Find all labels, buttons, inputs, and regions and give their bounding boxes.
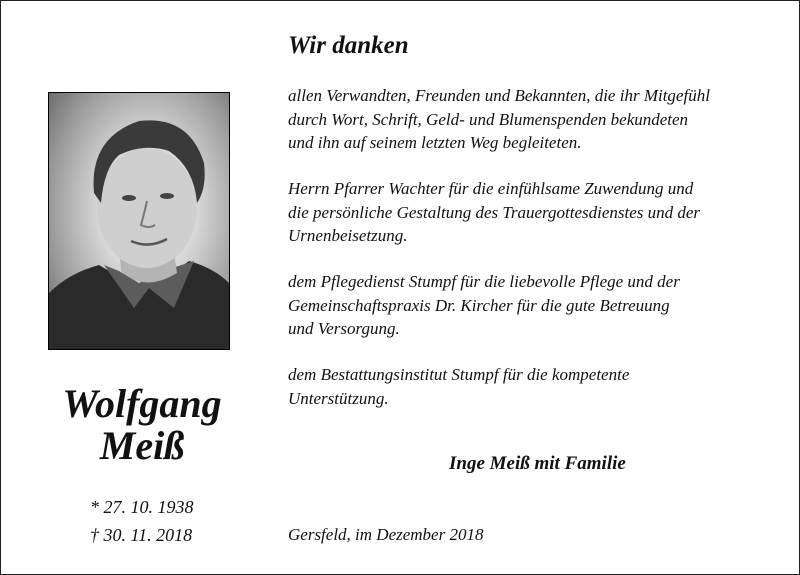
deceased-last-name: Meiß: [99, 423, 185, 468]
family-signature: Inge Meiß mit Familie: [449, 453, 626, 474]
paragraph-line: und Versorgung.: [288, 319, 400, 338]
death-date: † 30. 11. 2018: [90, 525, 193, 545]
notice-heading: Wir danken: [288, 32, 409, 59]
thanks-paragraph-pastor: [288, 177, 768, 248]
paragraph-line: und ihn auf seinem letzten Weg begleiteten.: [288, 133, 582, 152]
deceased-first-name: Wolfgang: [62, 381, 222, 426]
birth-date: * 27. 10. 1938: [90, 497, 194, 517]
thanks-paragraph-care: [288, 270, 768, 341]
paragraph-line: Urnenbeisetzung.: [288, 226, 408, 245]
paragraph-line: allen Verwandten, Freunden und Bekannten, die ihr Mitgefühl: [288, 86, 710, 105]
paragraph-line: dem Bestattungsinstitut Stumpf für die kompetente: [288, 365, 630, 384]
paragraph-line: Gemeinschaftspraxis Dr. Kircher für die gute Betreuung: [288, 295, 670, 315]
place-and-date: Gersfeld, im Dezember 2018: [288, 525, 484, 544]
paragraph-line: Herrn Pfarrer Wachter für die einfühlsame Zuwendung und: [288, 179, 694, 198]
thanks-paragraph-funeral-home: [288, 363, 768, 410]
paragraph-line: dem Pflegedienst Stumpf für die liebevolle Pflege und der: [288, 272, 680, 291]
thanks-paragraph-relatives: [288, 84, 768, 155]
paragraph-line: Unterstützung.: [288, 388, 389, 408]
paragraph-line: durch Wort, Schrift, Geld- und Blumenspenden bekundeten: [288, 109, 689, 129]
paragraph-line: die persönliche Gestaltung des Trauergottesdienstes und der: [288, 202, 701, 222]
portrait-photo: [48, 92, 230, 350]
